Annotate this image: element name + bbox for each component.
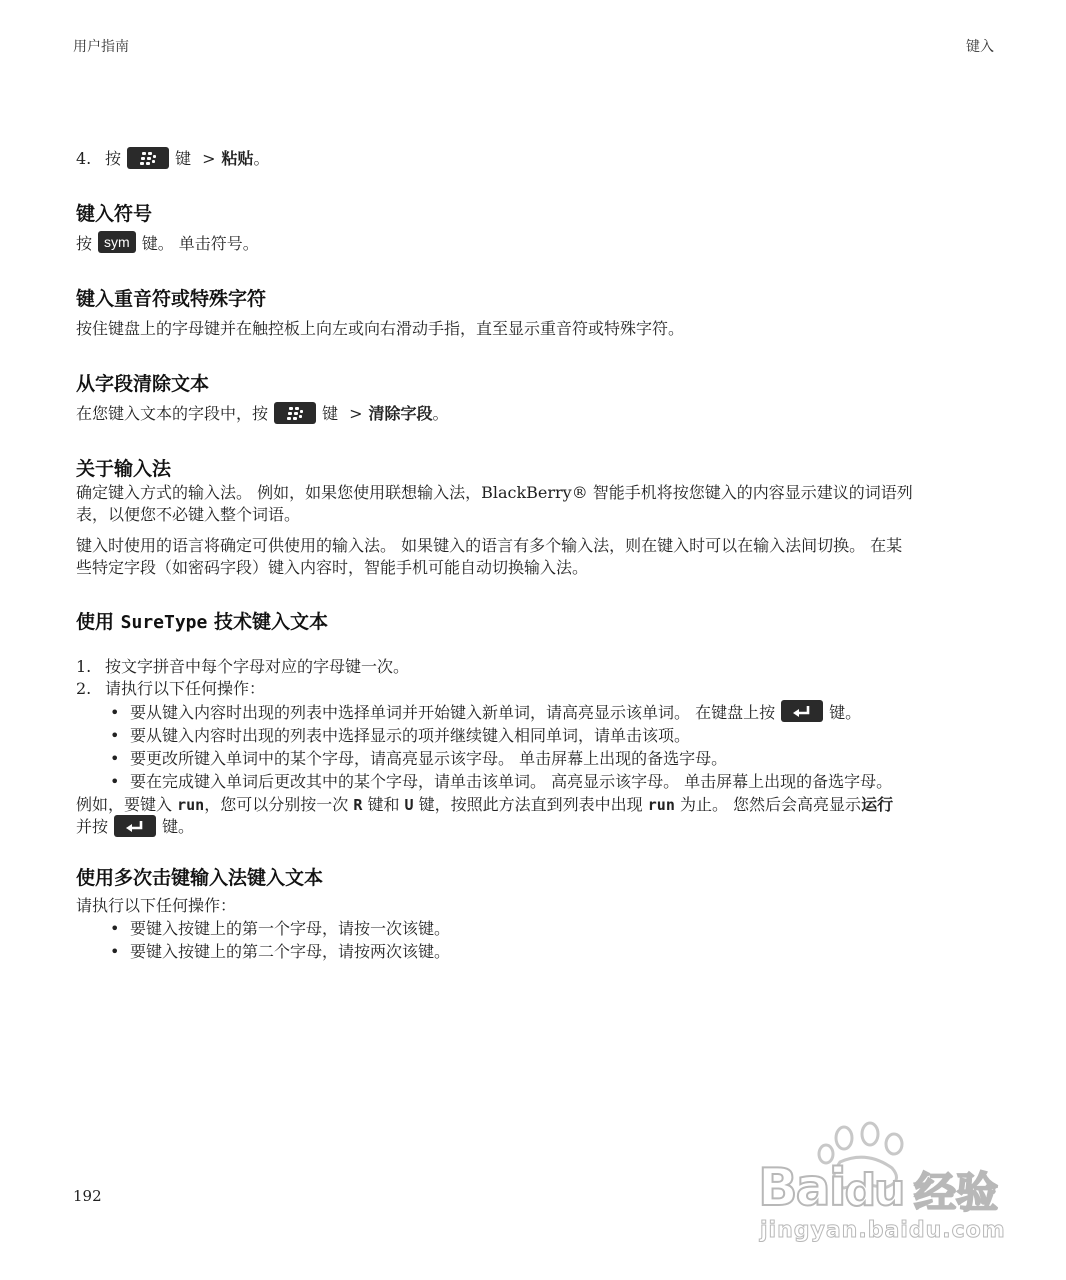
suretype-bullet-2 — [76, 725, 998, 747]
suretype-step-1 — [76, 656, 998, 678]
symbols-heading: 键入符号 — [76, 202, 153, 225]
multitap-heading: 使用多次击键输入法键入文本 — [76, 866, 324, 889]
example-text: 键，按照此方法直到列表中出现 — [418, 795, 643, 814]
run-menu-item: 运行 — [861, 795, 894, 814]
accents-heading: 键入重音符或特殊字符 — [76, 288, 267, 310]
bullet: • — [110, 918, 120, 938]
bullet-text: 要更改所键入单词中的某个字母，请高亮显示该字母。 单击屏幕上出现的备选字母。 — [130, 749, 728, 768]
bullet-text: 要从键入内容时出现的列表中选择单词并开始键入新单词，请高亮显示该单词。 在键盘上按 — [130, 702, 776, 722]
page-number: 192 — [73, 1187, 102, 1205]
example-text: 键和 — [367, 795, 400, 814]
watermark-du: du — [844, 1165, 904, 1216]
bullet-text: 要在完成键入单词后更改其中的某个字母，请单击该单词。 高亮显示该字母。 单击屏幕上出现的备选字母。 — [130, 772, 893, 791]
heading-part: 技术键入文本 — [213, 610, 328, 633]
arrow-text: > — [349, 404, 363, 423]
clear-pre-text: 在您键入文本的字段中，按 — [76, 404, 269, 423]
bullet-end-text: 键。 — [829, 702, 862, 722]
input-methods-p2-line2: 些特定字段（如密码字段）键入内容时，智能手机可能自动切换输入法。 — [76, 557, 589, 577]
symbols-text — [76, 233, 998, 256]
step-number: 4. — [76, 149, 92, 168]
clear-field-heading: 从字段清除文本 — [76, 373, 210, 395]
header-guide-title: 用户指南 — [73, 39, 129, 55]
example-code: run — [647, 796, 675, 814]
input-methods-heading: 关于输入法 — [76, 457, 172, 480]
step-text: 请执行以下任何操作： — [105, 678, 266, 698]
symbols-rest-text: 键。 单击符号。 — [141, 233, 259, 253]
suretype-example-line2 — [76, 816, 998, 839]
suretype-example-line1 — [76, 794, 998, 816]
clear-field-menu-item: 清除字段 — [368, 404, 433, 423]
bullet-text: 要键入按键上的第二个字母，请按两次该键。 — [130, 941, 451, 961]
baidu-jingyan-watermark — [752, 1120, 1008, 1250]
period: 。 — [432, 404, 449, 423]
key-text: 键 — [322, 404, 339, 423]
watermark-bai: Bai — [758, 1158, 845, 1218]
bullet: • — [110, 702, 120, 722]
enter-key-icon — [114, 815, 156, 837]
input-methods-p2-line1: 键入时使用的语言将确定可供使用的输入法。 如果键入的语言有多个输入法，则在键入时可以在输入法间切换。 在某 — [76, 535, 903, 555]
bullet-text: 要键入按键上的第一个字母，请按一次该键。 — [130, 918, 451, 938]
multitap-bullet-2 — [76, 941, 998, 963]
heading-part: 使用 — [76, 610, 115, 633]
clear-field-text — [76, 403, 998, 426]
suretype-bullet-4 — [76, 771, 998, 793]
example-text: ，您可以分别按一次 — [204, 795, 349, 814]
multitap-intro: 请执行以下任何操作： — [76, 895, 237, 915]
period: 。 — [253, 149, 270, 168]
enter-key-icon — [781, 700, 823, 722]
step-number: 1. — [76, 656, 92, 676]
arrow-text: > — [202, 149, 216, 168]
example-text: 键。 — [162, 817, 195, 836]
bullet: • — [110, 941, 120, 961]
header-section-title: 键入 — [966, 39, 994, 55]
key-text: 键 — [175, 149, 192, 168]
example-code: R — [353, 796, 363, 814]
suretype-step-2 — [76, 678, 998, 700]
step-4 — [76, 148, 998, 171]
accents-text: 按住键盘上的字母键并在触控板上向左或向右滑动手指，直至显示重音符或特殊字符。 — [76, 319, 685, 338]
example-text: 为止。 您然后会高亮显示 — [679, 795, 862, 814]
example-text: 并按 — [76, 817, 109, 836]
watermark-jingyan: 经验 — [914, 1168, 999, 1217]
bullet: • — [110, 772, 120, 791]
press-text: 按 — [76, 233, 93, 253]
watermark-brand — [758, 1158, 903, 1218]
paste-menu-item: 粘贴 — [221, 149, 254, 168]
bullet: • — [110, 726, 120, 745]
sym-key-icon: sym — [98, 231, 136, 253]
press-text: 按 — [105, 149, 122, 168]
bullet: • — [110, 749, 120, 768]
suretype-bullet-3 — [76, 748, 998, 770]
step-text: 按文字拼音中每个字母对应的字母键一次。 — [105, 656, 410, 676]
input-methods-p1-line2: 表，以便您不必键入整个词语。 — [76, 504, 301, 524]
example-text: 例如，要键入 — [76, 795, 173, 814]
suretype-heading — [76, 609, 998, 636]
example-code: U — [404, 796, 414, 814]
watermark-url: jingyan.baidu.com — [760, 1218, 1006, 1243]
blackberry-menu-key-icon — [127, 147, 169, 169]
example-code: run — [177, 796, 205, 814]
suretype-term: SureType — [120, 611, 208, 633]
suretype-bullet-1 — [76, 702, 998, 725]
bullet-text: 要从键入内容时出现的列表中选择显示的项并继续键入相同单词，请单击该项。 — [130, 726, 691, 745]
page-content — [76, 148, 998, 964]
blackberry-menu-key-icon — [274, 402, 316, 424]
multitap-bullet-1 — [76, 918, 998, 940]
step-number: 2. — [76, 678, 92, 698]
input-methods-p1-line1: 确定键入方式的输入法。 例如，如果您使用联想输入法，BlackBerry® 智能手机将按您键入的内容显示建议的词语列 — [76, 482, 913, 502]
